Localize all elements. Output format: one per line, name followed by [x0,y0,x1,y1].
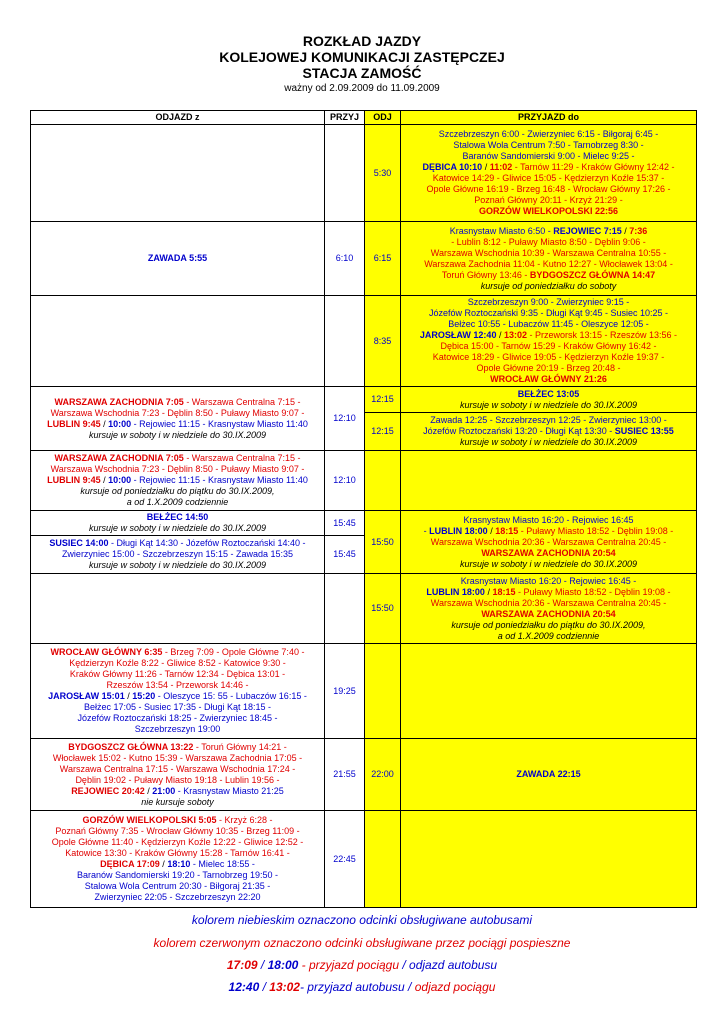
route-segment: LUBLIN 18:00 [429,525,488,536]
route-from [31,644,325,739]
route-from [31,536,325,574]
arr-time: 12:10 [325,387,365,451]
route-segment: Stalowa Wola Centrum 20:30 - Biłgoraj 21:35 - [84,881,271,891]
route-segment: - Brzeg 7:09 - Opole Główne 7:40 - [162,647,305,657]
route-segment: kursuje w soboty i w niedziele do 30.IX.2009 [88,523,267,533]
route-line [33,713,322,724]
route-line [33,486,322,497]
document-header [0,33,724,95]
col-header-from: ODJAZD z [31,111,325,125]
route-segment: Poznań Główny 20:11 - Krzyż 21:29 - [474,195,623,205]
route-segment: Warszawa Wschodnia 7:23 - Dęblin 8:50 - Puławy Miasto 9:07 - [50,464,305,474]
legend-text: - przyjazd pociągu [298,958,400,972]
blue-color-note: kolorem niebieskim oznaczono odcinki obsługiwane autobusami [191,913,533,927]
legend-separator: / [257,958,268,972]
dep-time: 5:30 [365,125,401,222]
route-line [403,162,694,173]
arr-time: 19:25 [325,644,365,739]
route-segment: LUBLIN 9:45 [47,418,101,429]
route-segment: 21:00 [152,785,176,796]
route-line [403,330,694,341]
route-line [403,319,694,330]
route-line [33,549,322,560]
route-to [401,739,697,811]
arr-time: 6:10 [325,222,365,296]
route-segment: Rzeszów 13:54 - Przeworsk 14:46 - [106,680,249,690]
route-segment: Józefów Roztoczański 13:20 - Długi Kąt 13:30 - [423,426,615,436]
route-segment: 18:10 [167,859,191,869]
route-segment: 15:20 [132,691,156,701]
route-segment: Dębica 15:00 - Tarnów 15:29 - Kraków Główny 16:42 - [440,341,657,351]
route-line [33,815,322,826]
route-segment: BYDGOSZCZ GŁÓWNA 14:47 [529,269,656,280]
route-line [33,892,322,903]
route-line [403,426,694,437]
route-line [403,248,694,259]
route-segment: Zwierzyniec 15:00 - Szczebrzeszyn 15:15 - Zawada 15:35 [61,549,294,559]
route-segment: 13:02 [503,330,527,340]
route-line [403,129,694,140]
route-line [33,397,322,408]
route-segment: WARSZAWA ZACHODNIA 20:54 [481,608,616,619]
route-segment: a od 1.X.2009 codziennie [497,630,600,641]
table-row [31,387,697,413]
route-line [33,797,322,808]
route-line [33,870,322,881]
route-line [33,453,322,464]
route-segment: BYDGOSZCZ GŁÓWNA 13:22 [68,741,194,752]
route-line [33,786,322,797]
route-segment: Kędzierzyn Koźle 8:22 - Gliwice 8:52 - Katowice 9:30 - [69,658,286,668]
to-cell-empty [401,451,697,511]
route-line [33,764,322,775]
dep-time: 15:50 [365,511,401,574]
arr-time: 15:45 [325,536,365,574]
timetable-header-row [31,111,697,125]
from-cell-empty [31,296,325,387]
route-to [401,511,697,574]
route-segment: Krasnystaw Miasto 16:20 - Rejowiec 16:45 [463,514,634,525]
table-row [31,511,697,536]
route-segment: - Warszawa Centralna 7:15 - [183,396,301,407]
route-from [31,387,325,451]
route-line [403,400,694,411]
from-cell-empty [31,574,325,644]
route-segment: Krasnystaw Miasto 16:20 - Rejowiec 16:45 - [460,575,637,586]
route-line [403,769,694,780]
route-line [403,559,694,570]
route-line [33,724,322,735]
route-line [33,837,322,848]
route-segment: kursuje od poniedziałku do soboty [480,280,617,291]
route-segment: Warszawa Centralna 17:15 - Warszawa Wschodnia 17:24 - [59,763,296,774]
route-segment: Opole Główne 16:19 - Brzeg 16:48 - Wrocław Główny 17:26 - [426,184,671,194]
legend-bus-train [0,980,724,994]
route-segment: Warszawa Wschodnia 10:39 - Warszawa Centralna 10:55 - [430,247,667,258]
route-segment: JAROSŁAW 12:40 [419,330,497,340]
route-segment: Szczebrzeszyn 19:00 [134,724,221,734]
legend-separator: / [404,980,415,994]
route-segment: Szczebrzeszyn 9:00 - Zwierzyniec 9:15 - [467,297,630,307]
route-segment: kursuje w soboty i w niedziele do 30.IX.2009 [459,437,638,447]
route-segment: / [100,418,109,429]
route-segment: LUBLIN 9:45 [47,475,101,485]
route-segment: Poznań Główny 7:35 - Wrocław Główny 10:35 - Brzeg 11:09 - [55,826,300,836]
route-line [403,389,694,400]
legend-separator: / [399,958,410,972]
route-line [403,374,694,385]
route-segment: / [159,859,168,869]
route-line [403,237,694,248]
dep-time: 15:50 [365,574,401,644]
route-segment: / [484,586,493,597]
route-line [33,691,322,702]
route-segment: / [124,691,133,701]
legend-train-time: 17:09 [226,958,258,972]
legend-text: odjazd pociągu [414,980,496,994]
route-segment: JAROSŁAW 15:01 [48,691,125,701]
arr-cell-empty [325,296,365,387]
route-line [403,259,694,270]
route-segment: Bełżec 17:05 - Susiec 17:35 - Długi Kąt 18:15 - [83,702,272,712]
arr-time: 12:10 [325,451,365,511]
route-line [403,415,694,426]
route-segment: Opole Główne 20:19 - Brzeg 20:48 - [476,363,621,373]
route-line [33,419,322,430]
route-to [401,574,697,644]
route-segment: DĘBICA 10:10 [422,162,483,172]
route-segment: Katowice 18:29 - Gliwice 19:05 - Kędzierzyn Koźle 19:37 - [432,352,665,362]
route-line [403,620,694,631]
route-line [403,308,694,319]
route-line [403,206,694,217]
route-segment: WROCŁAW GŁÓWNY 21:26 [490,374,607,384]
route-segment: - Warszawa Centralna 7:15 - [183,453,301,463]
route-segment: a od 1.X.2009 codziennie [126,497,229,507]
route-from [31,511,325,536]
route-segment: Warszawa Zachodnia 11:04 - Kutno 12:27 - Włocławek 13:04 - [424,258,673,269]
route-line [403,151,694,162]
table-row [31,296,697,387]
route-segment: Katowice 13:30 - Kraków Główny 15:28 - Tarnów 16:41 - [65,848,290,858]
route-segment: DĘBICA 17:09 [100,859,160,869]
from-cell-empty [31,125,325,222]
red-color-note: kolorem czerwonym oznaczono odcinki obsługiwane przez pociągi pospieszne [153,936,571,950]
route-segment: SUSIEC 13:55 [614,426,674,436]
route-segment: - Krzyż 6:28 - [216,815,273,825]
route-line [33,497,322,508]
route-segment: Warszawa Wschodnia 20:36 - Warszawa Centralna 20:45 - [430,597,667,608]
route-segment: Szczebrzeszyn 6:00 - Zwierzyniec 6:15 - Biłgoraj 6:45 - [438,129,659,139]
legend-separator: / [259,980,270,994]
legend-train-time: 13:02 [269,980,300,994]
route-segment: Katowice 14:29 - Gliwice 15:05 - Kędzierzyn Koźle 15:37 - [432,173,665,183]
col-header-dep: ODJ [365,111,401,125]
route-line [33,881,322,892]
route-segment: Józefów Roztoczański 18:25 - Zwierzyniec 18:45 - [77,713,278,723]
route-segment: 10:00 [108,418,132,429]
route-segment: Józefów Roztoczański 9:35 - Długi Kąt 9:45 - Susiec 10:25 - [428,308,669,318]
dep-cell-empty [365,644,401,739]
route-segment: SUSIEC 14:00 [49,538,109,548]
route-segment: 7:36 [629,225,648,236]
arr-time: 21:55 [325,739,365,811]
dep-time: 8:35 [365,296,401,387]
arr-cell-empty [325,125,365,222]
route-segment: / [496,330,504,340]
route-line [33,702,322,713]
route-line [403,537,694,548]
route-segment: - Puławy Miasto 18:52 - Dęblin 19:08 - [515,586,671,597]
route-segment: kursuje w soboty i w niedziele do 30.IX.2009 [459,558,638,569]
route-line [403,631,694,642]
route-line [403,548,694,559]
timetable [30,110,697,908]
route-line [33,408,322,419]
route-segment: Warszawa Wschodnia 7:23 - Dęblin 8:50 - Puławy Miasto 9:07 - [50,407,305,418]
route-segment: - Tarnów 11:29 - Kraków Główny 12:42 - [512,162,675,172]
route-segment: ZAWADA 5:55 [147,253,208,263]
route-segment: Baranów Sandomierski 19:20 - Tarnobrzeg 19:50 - [77,870,278,880]
route-line [403,526,694,537]
route-line [33,475,322,486]
route-segment: - Toruń Główny 14:21 - [193,741,287,752]
route-segment: Bełżec 10:55 - Lubaczów 11:45 - Oleszyce 12:05 - [448,319,649,329]
route-line [403,270,694,281]
title-line-2: KOLEJOWEJ KOMUNIKACJI ZASTĘPCZEJ [219,49,505,65]
route-segment: - Rejowiec 11:15 - Krasnystaw Miasto 11:40 [131,418,308,429]
table-row [31,811,697,908]
table-row [31,739,697,811]
route-to [401,125,697,222]
arr-time: 15:45 [325,511,365,536]
route-line [403,184,694,195]
route-segment: WROCŁAW GŁÓWNY 6:35 [50,647,163,657]
route-segment: - Mielec 18:55 - [190,859,255,869]
dep-time: 6:15 [365,222,401,296]
route-segment: 18:15 [492,586,516,597]
route-segment: WARSZAWA ZACHODNIA 7:05 [54,453,184,463]
route-segment: 10:00 [108,475,132,485]
route-line [403,341,694,352]
route-segment: - Przeworsk 13:15 - Rzeszów 13:56 - [527,330,678,340]
route-segment: - Rejowiec 11:15 - Krasnystaw Miasto 11:40 [131,475,308,485]
dep-time: 12:15 [365,387,401,413]
route-segment: - Krasnystaw Miasto 21:25 [175,785,284,796]
title-line-3: STACJA ZAMOŚĆ [302,65,422,81]
route-line [33,253,322,264]
route-segment: kursuje od poniedziałku do piątku do 30.IX.2009, [451,619,646,630]
route-segment: kursuje w soboty i w niedziele do 30.IX.2009 [88,429,267,440]
route-from [31,811,325,908]
route-segment: / [487,525,496,536]
table-row [31,222,697,296]
route-line [403,352,694,363]
route-segment: - Oleszyce 15: 55 - Lubaczów 16:15 - [155,691,307,701]
route-segment: kursuje od poniedziałku do piątku do 30.IX.2009, [80,486,275,496]
route-to [401,296,697,387]
route-line [33,512,322,523]
route-from [31,451,325,511]
route-line [403,598,694,609]
route-line [33,859,322,870]
route-segment: nie kursuje soboty [141,796,214,807]
route-line [403,173,694,184]
route-segment: ZAWADA 22:15 [516,769,581,779]
route-line [403,363,694,374]
route-segment: Baranów Sandomierski 9:00 - Mielec 9:25 - [462,151,635,161]
route-segment: - Długi Kąt 14:30 - Józefów Roztoczański 14:40 - [108,538,306,548]
route-to [401,413,697,451]
route-segment: Stalowa Wola Centrum 7:50 - Tarnobrzeg 8:30 - [453,140,644,150]
legend-bus-time: 18:00 [267,958,299,972]
dep-cell-empty [365,811,401,908]
table-row [31,574,697,644]
route-segment: kursuje w soboty i w niedziele do 30.IX.2009 [459,399,638,410]
route-segment: REJOWIEC 20:42 [71,785,145,796]
legend-bus-time: 12:40 [228,980,260,994]
route-line [33,538,322,549]
route-line [403,195,694,206]
route-segment: GORZÓW WIELKOPOLSKI 5:05 [82,815,217,825]
route-line [403,297,694,308]
to-cell-empty [401,811,697,908]
route-segment: Krasnystaw Miasto 6:50 - [449,225,554,236]
route-segment: LUBLIN 18:00 [426,586,485,597]
validity-note: ważny od 2.09.2009 do 11.09.2009 [284,83,440,94]
route-line [33,430,322,441]
route-line [403,587,694,598]
col-header-to: PRZYJAZD do [401,111,697,125]
route-to [401,222,697,296]
route-segment: kursuje w soboty i w niedziele do 30.IX.2009 [88,560,267,570]
route-segment: Włocławek 15:02 - Kutno 15:39 - Warszawa Zachodnia 17:05 - [52,752,303,763]
route-segment: - Lublin 8:12 - Puławy Miasto 8:50 - Dęblin 9:06 - [451,236,646,247]
route-line [33,742,322,753]
route-segment: Warszawa Wschodnia 20:36 - Warszawa Centralna 20:45 - [430,536,667,547]
route-segment: - Puławy Miasto 18:52 - Dęblin 19:08 - [518,525,674,536]
route-line [33,647,322,658]
route-segment: BEŁŻEC 14:50 [146,512,209,522]
route-from [31,222,325,296]
route-line [33,560,322,571]
route-segment: Opole Główne 11:40 - Kędzierzyn Koźle 12:22 - Gliwice 12:52 - [51,837,304,847]
col-header-arr: PRZYJ [325,111,365,125]
route-segment: / [482,162,490,172]
route-segment: - [423,525,430,536]
legend-text: odjazd autobusu [409,958,498,972]
route-line [33,658,322,669]
to-cell-empty [401,644,697,739]
route-line [33,826,322,837]
arr-cell-empty [325,574,365,644]
title-line-1: ROZKŁAD JAZDY [302,33,422,49]
route-segment: WARSZAWA ZACHODNIA 20:54 [481,547,616,558]
dep-time: 12:15 [365,413,401,451]
route-line [33,464,322,475]
route-line [403,515,694,526]
route-segment: BEŁŻEC 13:05 [517,388,580,399]
route-to [401,387,697,413]
route-line [33,669,322,680]
legend-train-bus [0,958,724,972]
route-segment: Zwierzyniec 22:05 - Szczebrzeszyn 22:20 [94,892,261,902]
legend-text: - przyjazd autobusu [299,980,405,994]
arr-time: 22:45 [325,811,365,908]
route-segment: Dęblin 19:02 - Puławy Miasto 19:18 - Lublin 19:56 - [75,774,280,785]
route-segment: Kraków Główny 11:26 - Tarnów 12:34 - Dębica 13:01 - [69,669,286,679]
route-segment: 11:02 [489,162,513,172]
route-segment: / [621,225,630,236]
route-line [33,523,322,534]
route-segment: WARSZAWA ZACHODNIA 7:05 [54,396,184,407]
route-line [33,775,322,786]
route-segment: / [100,475,109,485]
table-row [31,451,697,511]
route-segment: 18:15 [495,525,519,536]
route-segment: Toruń Główny 13:46 - [441,269,530,280]
route-segment: Zawada 12:25 - Szczebrzeszyn 12:25 - Zwierzyniec 13:00 - [430,415,667,425]
route-line [403,437,694,448]
route-line [403,140,694,151]
table-row [31,125,697,222]
route-line [403,226,694,237]
route-segment: / [144,785,153,796]
route-line [403,576,694,587]
route-segment: REJOWIEC 7:15 [553,225,622,236]
route-from [31,739,325,811]
table-row [31,644,697,739]
dep-cell-empty [365,451,401,511]
route-line [33,680,322,691]
route-line [403,281,694,292]
dep-time: 22:00 [365,739,401,811]
route-line [403,609,694,620]
route-line [33,753,322,764]
route-line [33,848,322,859]
route-segment: GORZÓW WIELKOPOLSKI 22:56 [478,206,618,216]
